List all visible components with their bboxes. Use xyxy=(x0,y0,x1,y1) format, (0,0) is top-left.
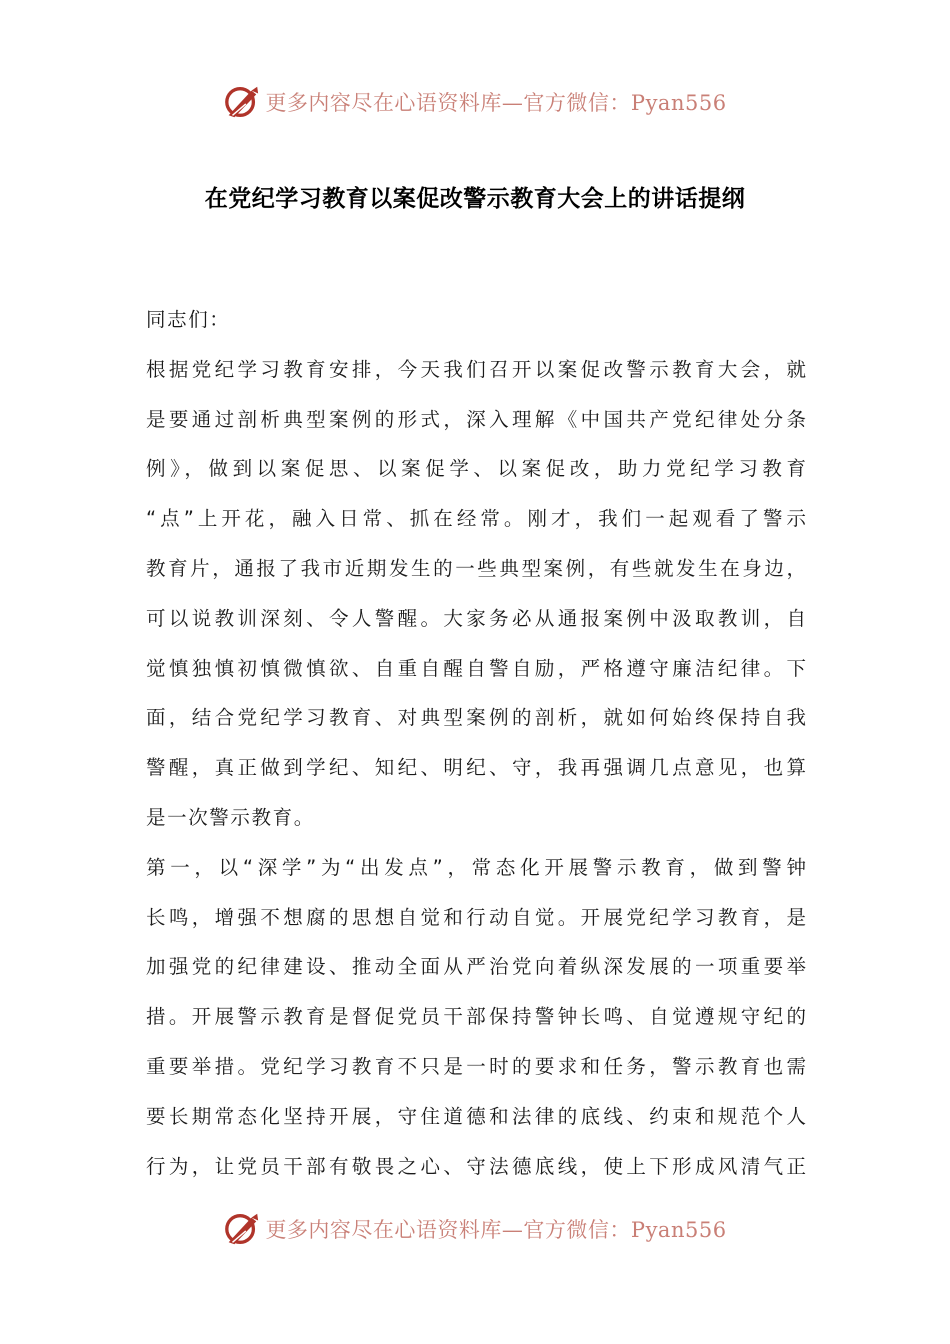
banner-text: 更多内容尽在心语资料库—官方微信：Pyan556 xyxy=(265,1218,727,1242)
text-line: 可以说教训深刻、令人警醒。大家务必从通报案例中汲取教训，自 xyxy=(146,606,806,630)
text-line: 例》，做到以案促思、以案促学、以案促改，助力党纪学习教育 xyxy=(146,457,806,481)
text-line: 是一次警示教育。 xyxy=(146,805,315,829)
text-line: 觉慎独慎初慎微慎欲、自重自醒自警自励，严格遵守廉洁纪律。下 xyxy=(146,656,806,680)
header-banner xyxy=(0,82,950,122)
text-line: 要长期常态化坚持开展，守住道德和法律的底线、约束和规范个人 xyxy=(146,1104,806,1128)
document-title: 在党纪学习教育以案促改警示教育大会上的讲话提纲 xyxy=(204,186,746,212)
pen-logo-icon xyxy=(223,83,261,121)
text-line: 长鸣，增强不想腐的思想自觉和行动自觉。开展党纪学习教育，是 xyxy=(146,905,806,929)
text-line: 是要通过剖析典型案例的形式，深入理解《中国共产党纪律处分条 xyxy=(146,407,806,431)
banner-text: 更多内容尽在心语资料库—官方微信：Pyan556 xyxy=(265,91,727,115)
text-line: 重要举措。党纪学习教育不只是一时的要求和任务，警示教育也需 xyxy=(146,1054,806,1078)
pen-logo-icon xyxy=(223,1210,261,1248)
text-line: “点”上开花，融入日常、抓在经常。刚才，我们一起观看了警示 xyxy=(146,507,806,531)
text-line: 第一，以“深学”为“出发点”，常态化开展警示教育，做到警钟 xyxy=(146,855,806,879)
text-line: 教育片，通报了我市近期发生的一些典型案例，有些就发生在身边， xyxy=(146,556,806,580)
footer-banner xyxy=(0,1209,950,1249)
text-line: 警醒，真正做到学纪、知纪、明纪、守，我再强调几点意见，也算 xyxy=(146,756,806,780)
text-line: 根据党纪学习教育安排，今天我们召开以案促改警示教育大会，就 xyxy=(146,357,806,381)
text-line: 面，结合党纪学习教育、对典型案例的剖析，就如何始终保持自我 xyxy=(146,706,806,730)
text-line: 同志们： xyxy=(146,308,231,331)
text-line: 措。开展警示教育是督促党员干部保持警钟长鸣、自觉遵规守纪的 xyxy=(146,1005,806,1029)
document-body xyxy=(146,295,806,1191)
text-line: 加强党的纪律建设、推动全面从严治党向着纵深发展的一项重要举 xyxy=(146,955,806,979)
text-line: 行为，让党员干部有敬畏之心、守法德底线，使上下形成风清气正 xyxy=(146,1154,806,1178)
